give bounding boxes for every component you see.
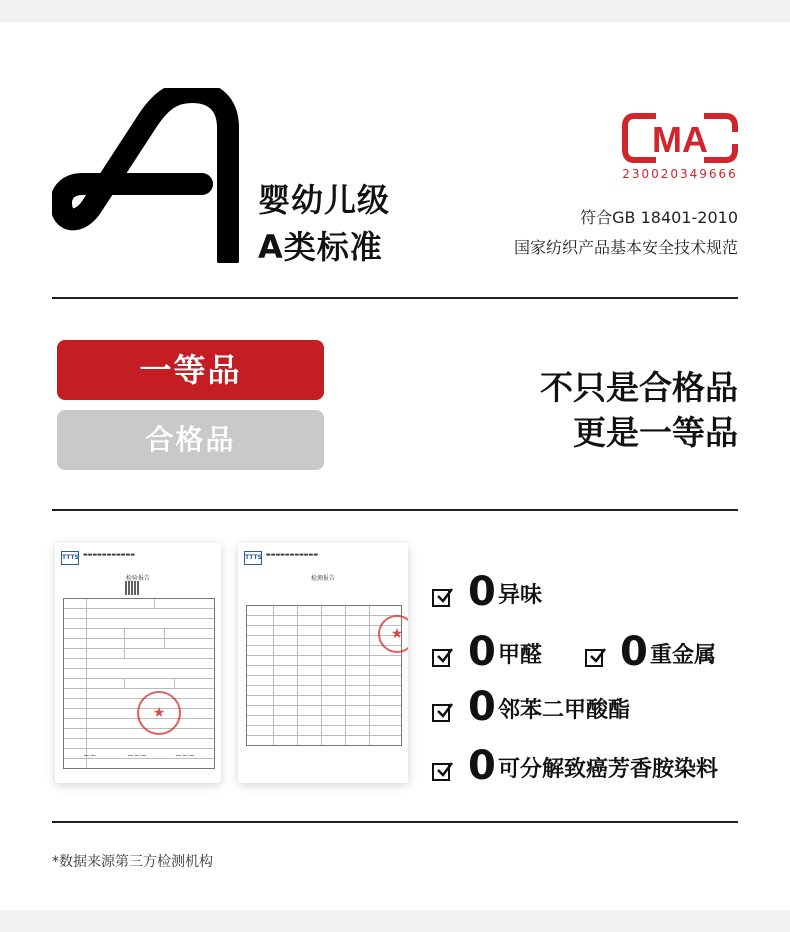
divider [52, 509, 738, 511]
certificate-org-text: ▬▬▬▬▬▬▬▬▬▬▬ [83, 552, 135, 558]
top-band [0, 0, 790, 22]
qualified-badge: 合格品 [57, 410, 324, 470]
certificate-tag: TTTS [61, 551, 79, 565]
zero-figure: 0 [468, 569, 496, 615]
signature-mark: ~~ [83, 751, 97, 760]
qr-code-icon [125, 581, 139, 595]
claim-label: 邻苯二甲酸酯 [498, 698, 631, 723]
claim-label: 可分解致癌芳香胺染料 [498, 757, 719, 782]
footnote: *数据来源第三方检测机构 [52, 854, 213, 870]
signature-mark: ~~~ [127, 751, 148, 760]
checkbox-checked-icon [432, 763, 450, 781]
seal-stamp-icon: ★ [137, 691, 181, 735]
checkbox-checked-icon [432, 649, 450, 667]
certificate-header [61, 551, 215, 571]
checkbox-checked-icon [585, 649, 603, 667]
signature-mark: ~~~ [175, 751, 196, 760]
ma-mark: MA [652, 119, 708, 160]
grade-line-1: 婴幼儿级 [258, 181, 391, 219]
grade-line-2: A类标准 [258, 228, 383, 266]
checkbox-checked-icon [432, 704, 450, 722]
zero-figure: 0 [620, 629, 648, 675]
checkbox-checked-icon [432, 589, 450, 607]
certificate-org-text: ▬▬▬▬▬▬▬▬▬▬▬ [266, 552, 318, 558]
zero-figure: 0 [468, 629, 496, 675]
first-class-badge: 一等品 [57, 340, 324, 400]
a-class-logo-icon [52, 88, 252, 263]
certificate-title: 检验报告 [125, 575, 150, 582]
divider [52, 821, 738, 823]
standard-code: 符合GB 18401-2010 [580, 208, 738, 227]
zero-figure: 0 [468, 743, 496, 789]
claim-label: 重金属 [650, 643, 717, 668]
ma-number: 230020349666 [622, 167, 738, 181]
claim-label: 异味 [498, 583, 543, 608]
certificate-title: 检测报告 [310, 575, 335, 582]
bottom-band [0, 910, 790, 932]
divider [52, 297, 738, 299]
seal-stamp-icon: ★ [378, 615, 408, 653]
certificate-header [244, 551, 402, 571]
test-certificate-image [55, 543, 221, 783]
claim-label: 甲醛 [498, 643, 543, 668]
zero-figure: 0 [468, 684, 496, 730]
certificate-table [63, 598, 215, 769]
test-certificate-image [238, 543, 408, 783]
slogan-line-1: 不只是合格品 [540, 368, 738, 407]
certificate-tag: TTTS [244, 551, 262, 565]
slogan-line-2: 更是一等品 [573, 413, 738, 452]
cma-logo-icon [622, 112, 738, 164]
standard-name: 国家纺织产品基本安全技术规范 [513, 238, 738, 257]
